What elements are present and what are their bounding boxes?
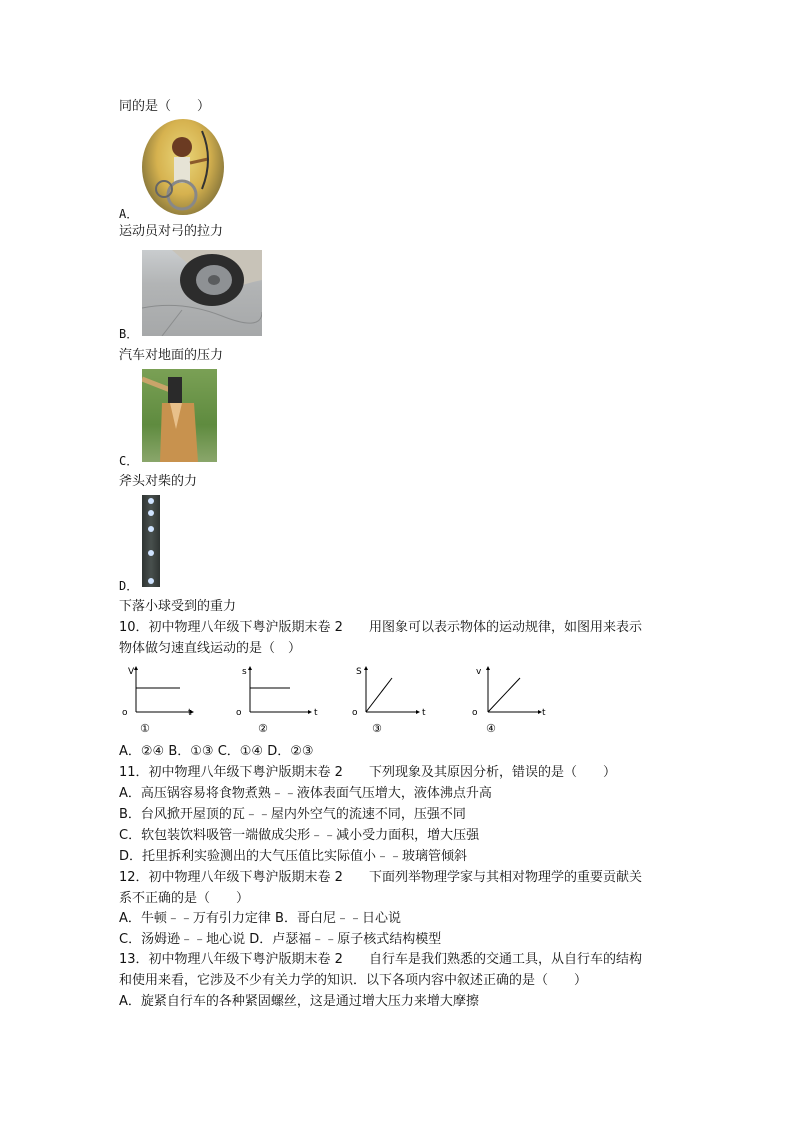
graph-3-xlabel: t: [422, 708, 426, 718]
q13-stem-line1: 13．初中物理八年级下粤沪版期末卷 2 自行车是我们熟悉的交通工具，从自行车的结构: [119, 952, 642, 967]
graph-3-ylabel: S: [356, 667, 362, 677]
graph-3: [352, 660, 442, 738]
q13-stem-line2: 和使用来看，它涉及不少有关力学的知识．以下各项内容中叙述正确的是（ ）: [119, 973, 588, 988]
graph-1-xlabel: t: [188, 708, 192, 718]
q9-option-c-caption: 斧头对柴的力: [119, 474, 198, 489]
q13-option-a: A．旋紧自行车的各种紧固螺丝，这是通过增大压力来增大摩擦: [119, 994, 479, 1009]
graph-2-ylabel: s: [242, 667, 247, 677]
q9-option-b-caption: 汽车对地面的压力: [119, 348, 224, 363]
graph-2-origin: o: [236, 708, 242, 718]
graph-3-origin: o: [352, 708, 358, 718]
q10-stem-line2: 物体做匀速直线运动的是（ ）: [119, 641, 302, 656]
q11-stem: 11．初中物理八年级下粤沪版期末卷 2 下列现象及其原因分析，错误的是（ ）: [119, 765, 616, 780]
graph-2-number: ②: [258, 722, 268, 735]
falling-ball-photo: [142, 495, 160, 587]
graph-1-number: ①: [140, 722, 150, 735]
q11-option-c: C．软包装饮料吸管一端做成尖形﹣﹣减小受力面积，增大压强: [119, 828, 480, 843]
graph-4-origin: o: [472, 708, 478, 718]
q9-option-d-letter: D．: [119, 579, 139, 593]
graph-1: [118, 660, 198, 738]
axe-photo: [142, 369, 217, 462]
q9-option-a-letter: A．: [119, 207, 139, 221]
graph-1-ylabel: V: [128, 667, 135, 677]
graph-1-origin: o: [122, 708, 128, 718]
archer-photo: [142, 119, 224, 215]
q9-option-d-caption: 下落小球受到的重力: [119, 599, 237, 614]
graph-4: [472, 660, 562, 738]
q12-stem-line2: 系不正确的是（ ）: [119, 891, 250, 906]
q11-option-d: D．托里拆利实验测出的大气压值比实际值小﹣﹣玻璃管倾斜: [119, 849, 468, 864]
graph-2: [234, 660, 324, 738]
q10-answer-options: A．②④ B．①③ C．①④ D．②③: [119, 744, 314, 759]
q11-option-b: B．台风掀开屋顶的瓦﹣﹣屋内外空气的流速不同，压强不同: [119, 807, 466, 822]
q9-option-a-caption: 运动员对弓的拉力: [119, 224, 224, 239]
car-tire-photo: [142, 250, 262, 336]
graph-3-number: ③: [372, 722, 382, 735]
q11-option-a: A．高压锅容易将食物煮熟﹣﹣液体表面气压增大，液体沸点升高: [119, 786, 492, 801]
q9-option-c-letter: C．: [119, 454, 139, 468]
q9-option-b-letter: B．: [119, 327, 139, 341]
graph-4-number: ④: [486, 722, 496, 735]
graph-4-ylabel: v: [476, 667, 482, 677]
q12-options-cd: C．汤姆逊﹣﹣地心说 D．卢瑟福﹣﹣原子核式结构模型: [119, 932, 442, 947]
graph-4-xlabel: t: [542, 708, 546, 718]
q12-stem-line1: 12．初中物理八年级下粤沪版期末卷 2 下面列举物理学家与其相对物理学的重要贡献关: [119, 870, 642, 885]
q9-stem-tail: 同的是（ ）: [119, 99, 211, 114]
graph-2-xlabel: t: [314, 708, 318, 718]
q12-options-ab: A．牛顿﹣﹣万有引力定律 B．哥白尼﹣﹣日心说: [119, 911, 401, 926]
q10-stem-line1: 10．初中物理八年级下粤沪版期末卷 2 用图象可以表示物体的运动规律，如图用来表示: [119, 620, 642, 635]
